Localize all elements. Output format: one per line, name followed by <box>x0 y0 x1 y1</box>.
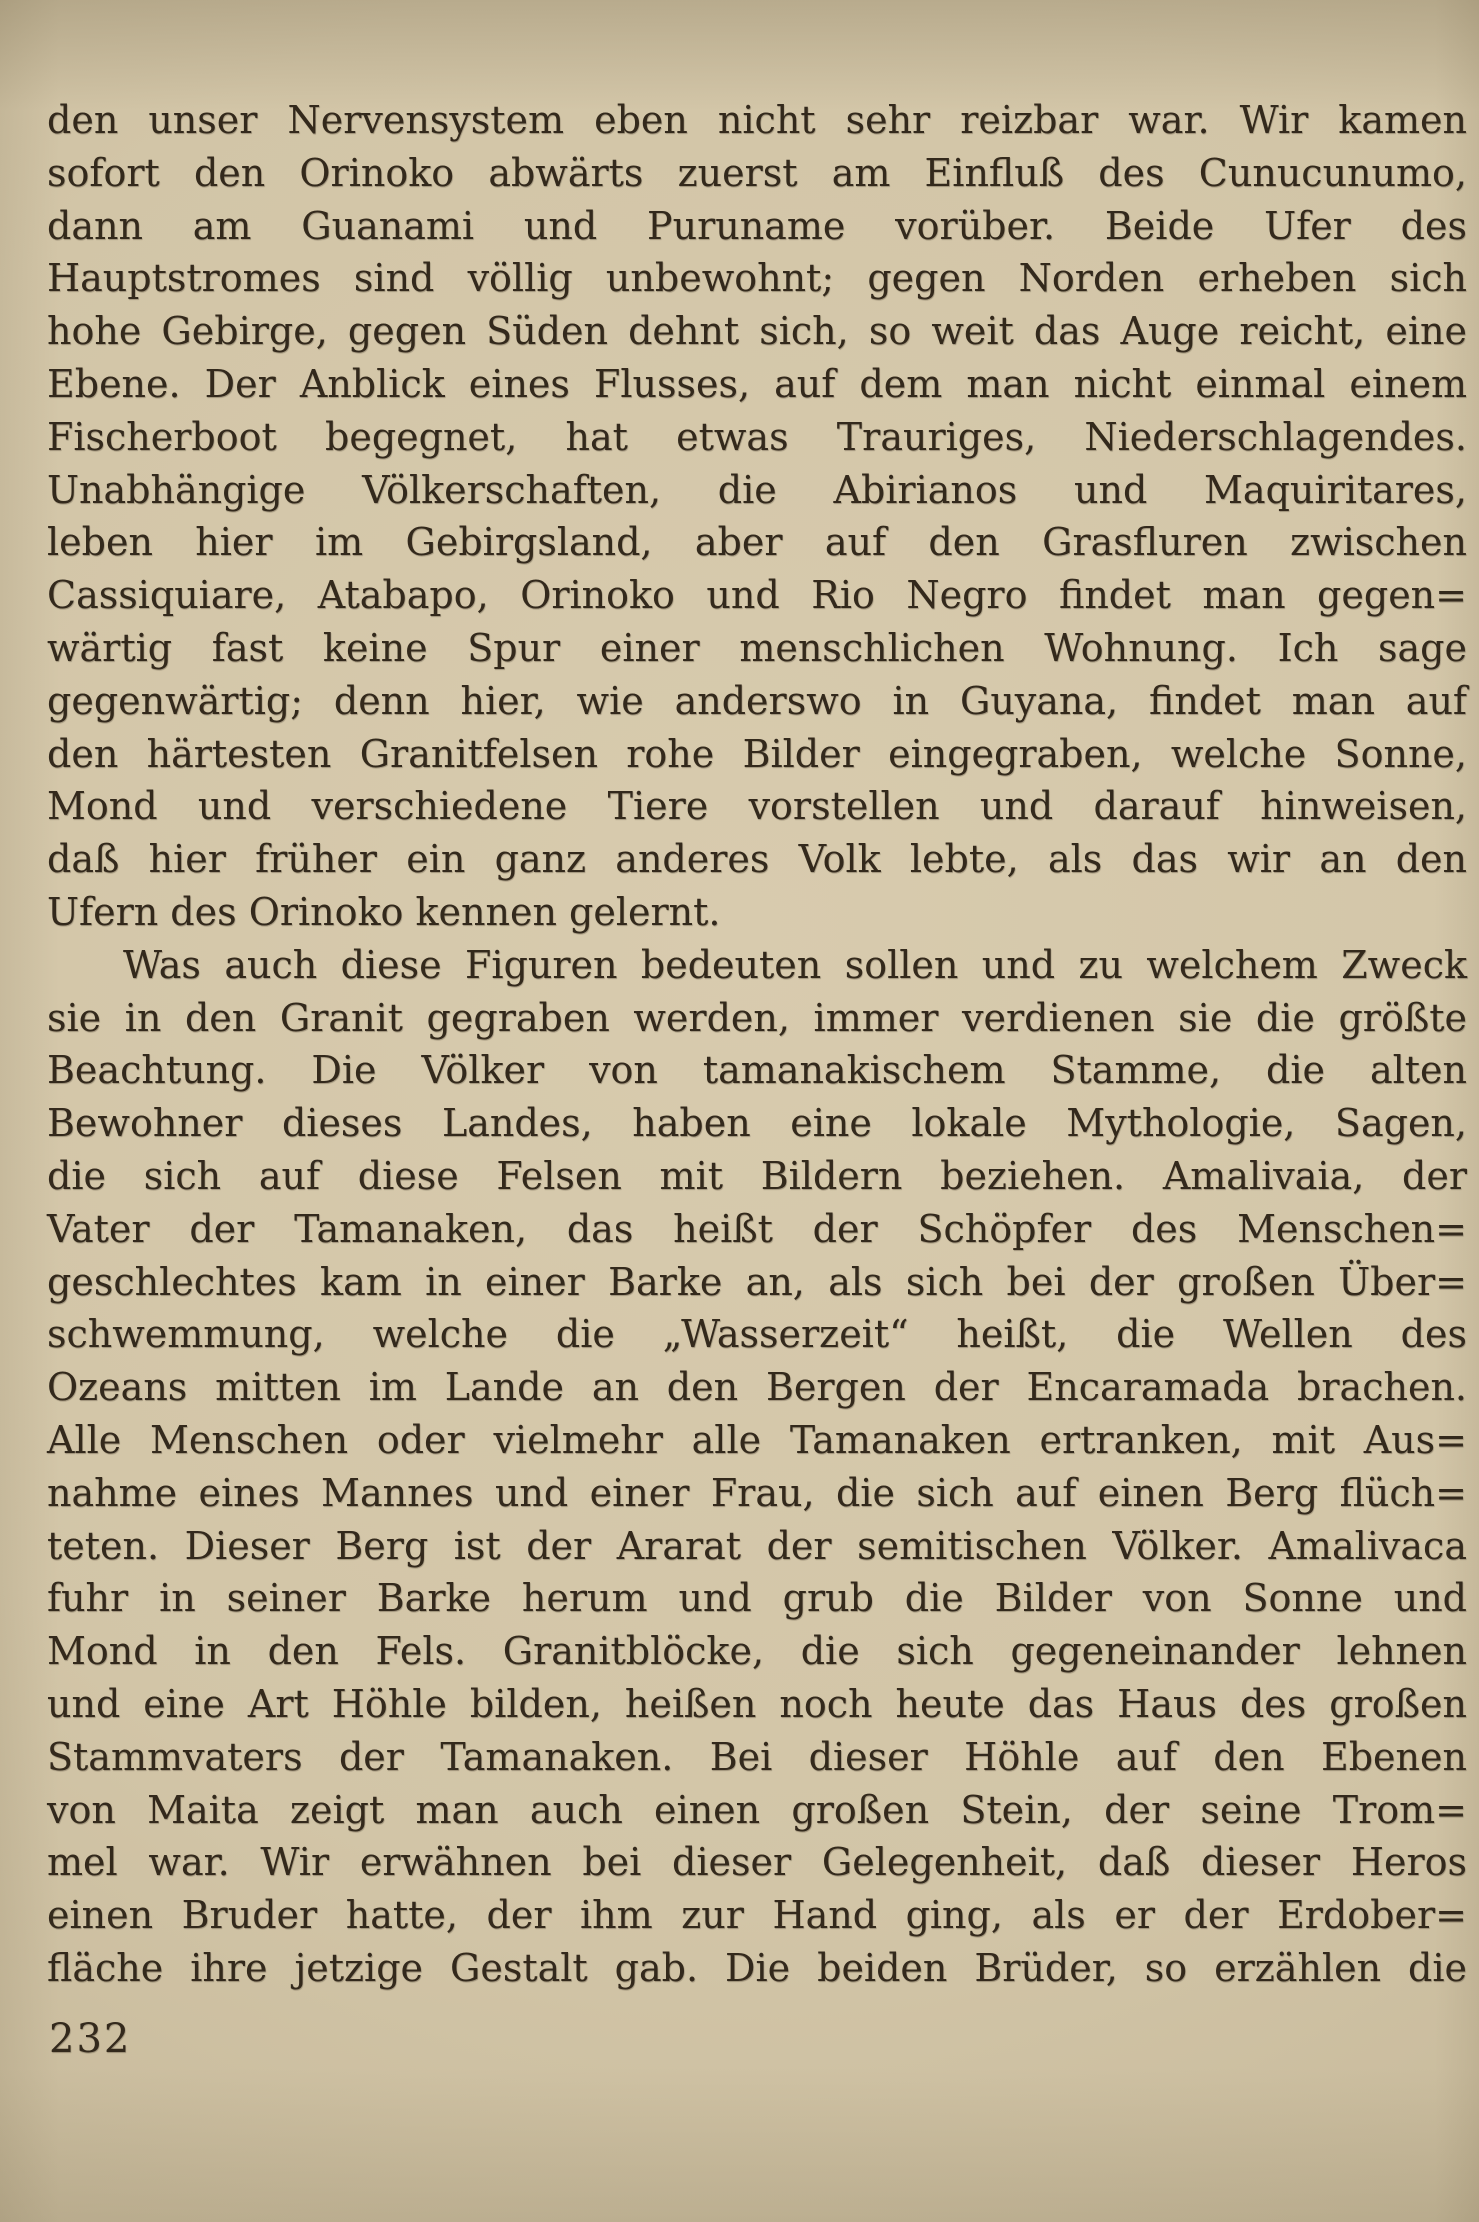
text-line: Ebene. Der Anblick eines Flusses, auf dem man nicht einmal einem <box>47 361 1467 406</box>
text-line: Vater der Tamanaken, das heißt der Schöpfer des Menschen= <box>47 1206 1467 1251</box>
text-line: Stammvaters der Tamanaken. Bei dieser Höhle auf den Ebenen <box>47 1734 1467 1779</box>
text-line: Fischerboot begegnet, hat etwas Trauriges, Niederschlagendes. <box>47 414 1467 459</box>
text-line: mel war. Wir erwähnen bei dieser Gelegenheit, daß dieser Heros <box>47 1840 1467 1885</box>
text-line: schwemmung, welche die „Wasserzeit“ heißt, die Wellen des <box>47 1312 1467 1357</box>
text-line: Unabhängige Völkerschaften, die Abirianos und Maquiritares, <box>47 467 1467 512</box>
text-line: sie in den Granit gegraben werden, immer verdienen sie die größte <box>47 995 1467 1040</box>
text-line: von Maita zeigt man auch einen großen Stein, der seine Trom= <box>47 1787 1467 1832</box>
text-line: und eine Art Höhle bilden, heißen noch heute das Haus des großen <box>47 1681 1467 1726</box>
text-line: die sich auf diese Felsen mit Bildern beziehen. Amalivaia, der <box>47 1153 1467 1198</box>
text-line: Was auch diese Figuren bedeuten sollen und zu welchem Zweck <box>123 942 1467 987</box>
text-line: daß hier früher ein ganz anderes Volk lebte, als das wir an den <box>47 837 1467 882</box>
page-number: 232 <box>49 2016 132 2062</box>
text-line: einen Bruder hatte, der ihm zur Hand ging, als er der Erdober= <box>47 1893 1467 1938</box>
text-line: hohe Gebirge, gegen Süden dehnt sich, so weit das Auge reicht, eine <box>47 309 1467 354</box>
text-line: sofort den Orinoko abwärts zuerst am Einfluß des Cunucunumo, <box>47 150 1467 195</box>
text-line: fläche ihre jetzige Gestalt gab. Die beiden Brüder, so erzählen die <box>47 1945 1467 1990</box>
text-line: leben hier im Gebirgsland, aber auf den Grasfluren zwischen <box>47 520 1467 565</box>
text-line: teten. Dieser Berg ist der Ararat der semitischen Völker. Amalivaca <box>47 1523 1467 1568</box>
text-line: Hauptstromes sind völlig unbewohnt; gegen Norden erheben sich <box>47 256 1467 301</box>
text-line: Alle Menschen oder vielmehr alle Tamanaken ertranken, mit Aus= <box>47 1417 1467 1462</box>
text-line: Cassiquiare, Atabapo, Orinoko und Rio Negro findet man gegen= <box>47 573 1467 618</box>
text-block <box>47 94 1467 1995</box>
paragraph <box>47 939 1467 1995</box>
text-line: wärtig fast keine Spur einer menschlichen Wohnung. Ich sage <box>47 625 1467 670</box>
text-line: Mond in den Fels. Granitblöcke, die sich gegeneinander lehnen <box>47 1629 1467 1674</box>
text-line: geschlechtes kam in einer Barke an, als sich bei der großen Über= <box>47 1259 1467 1304</box>
text-line: den unser Nervensystem eben nicht sehr reizbar war. Wir kamen <box>47 98 1467 142</box>
text-line: fuhr in seiner Barke herum und grub die Bilder von Sonne und <box>47 1576 1467 1621</box>
text-line: Ufern des Orinoko kennen gelernt. <box>47 889 721 934</box>
text-line: Bewohner dieses Landes, haben eine lokale Mythologie, Sagen, <box>47 1101 1467 1146</box>
text-line: den härtesten Granitfelsen rohe Bilder eingegraben, welche Sonne, <box>47 731 1467 776</box>
text-line: Mond und verschiedene Tiere vorstellen und darauf hinweisen, <box>47 784 1467 829</box>
text-line: dann am Guanami und Puruname vorüber. Beide Ufer des <box>47 203 1467 248</box>
paragraph <box>47 94 1467 939</box>
text-line: Ozeans mitten im Lande an den Bergen der Encaramada brachen. <box>47 1365 1467 1410</box>
text-line: gegenwärtig; denn hier, wie anderswo in Guyana, findet man auf <box>47 678 1467 723</box>
text-line: nahme eines Mannes und einer Frau, die sich auf einen Berg flüch= <box>47 1470 1467 1515</box>
text-line: Beachtung. Die Völker von tamanakischem Stamme, die alten <box>47 1048 1467 1093</box>
